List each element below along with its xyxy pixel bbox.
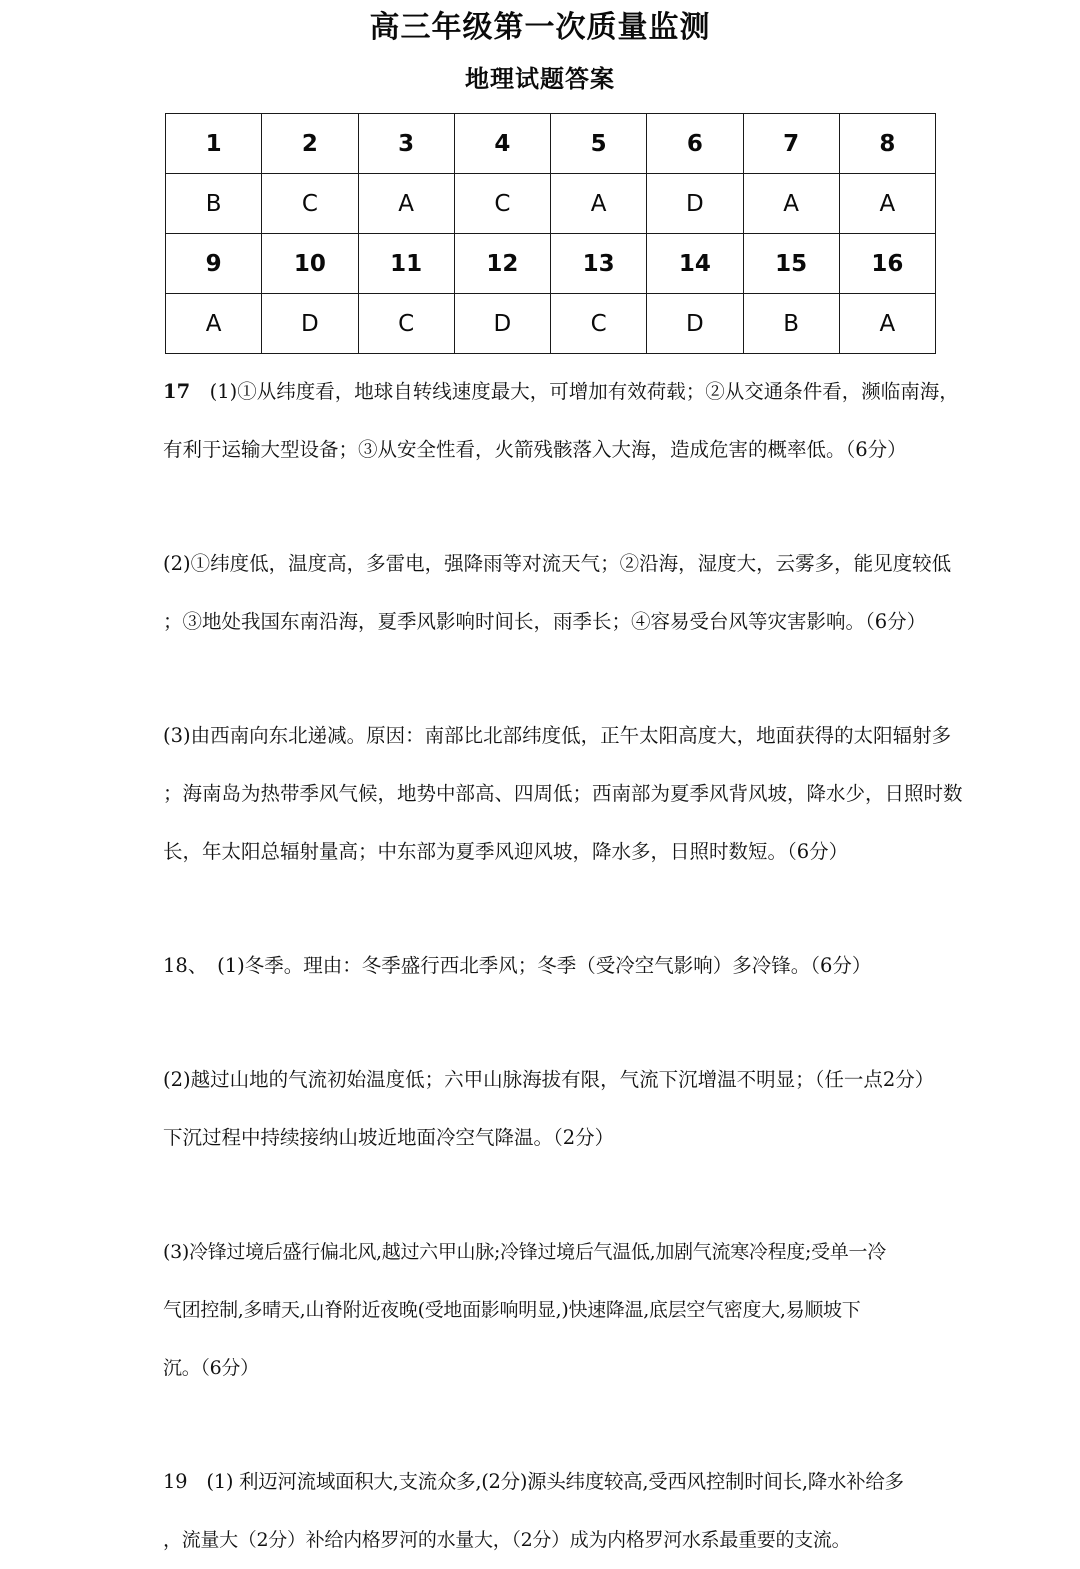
answer-letter-cell: C [262,174,358,234]
answer-text: (1)冬季。理由：冬季盛行西北季风；冬季（受冷空气影响）多冷锋。（6分） [217,954,872,977]
answer-text: (2)越过山地的气流初始温度低；六甲山脉海拔有限，气流下沉增温不明显；（任一点2分） [163,1068,935,1091]
answer-line [163,707,953,765]
answer-letter-cell: D [454,294,550,354]
question-number-cell: 15 [743,234,839,294]
question-number-cell: 14 [647,234,743,294]
answer-line [163,363,959,421]
answer-line [163,765,963,823]
answer-letter-cell: C [551,294,647,354]
answer-letter-cell: A [743,174,839,234]
question-number-cell: 3 [358,114,454,174]
page-title: 高三年级第一次质量监测 [369,10,711,45]
answer-text: ；海南岛为热带季风气候，地势中部高、四周低；西南部为夏季风背风坡，降水少，日照时数 [163,782,963,805]
question-marker: 19 [163,1470,188,1493]
answer-line [163,1281,953,1339]
question-number-cell: 9 [166,234,262,294]
answer-text: (3)由西南向东北递减。原因：南部比北部纬度低，正午太阳高度大，地面获得的太阳辐射多 [163,724,952,747]
answer-line [163,421,953,479]
answer-letter-cell: D [647,174,743,234]
question-number-cell: 7 [743,114,839,174]
answer-block [163,937,953,995]
written-answers-section [163,363,963,1569]
question-number-cell: 6 [647,114,743,174]
question-marker: 17 [163,380,191,403]
answer-letter-cell: B [743,294,839,354]
answer-block [163,1453,953,1569]
answer-line [163,937,953,995]
marker-spacer [198,954,218,977]
answer-letter-cell: A [166,294,262,354]
multiple-choice-answer-table [165,113,936,354]
answer-line [163,1339,953,1397]
marker-spacer [190,380,210,403]
answer-line [163,535,953,593]
question-number-cell: 5 [551,114,647,174]
answer-text: (1)①从纬度看，地球自转线速度最大，可增加有效荷载；②从交通条件看，濒临南海， [209,380,959,403]
table-row [166,114,936,174]
answer-text: ；③地处我国东南沿海，夏季风影响时间长，雨季长；④容易受台风等灾害影响。（6分） [163,610,927,633]
answer-text: 有利于运输大型设备；③从安全性看，火箭残骸落入大海，造成危害的概率低。（6分） [163,438,907,461]
question-number-cell: 12 [454,234,550,294]
question-number-cell: 10 [262,234,358,294]
answer-line [163,1453,953,1511]
answer-letter-cell: A [358,174,454,234]
question-number-cell: 4 [454,114,550,174]
answer-text: 下沉过程中持续接纳山坡近地面冷空气降温。（2分） [163,1126,615,1149]
answer-line [163,1223,953,1281]
table-row [166,294,936,354]
answer-letter-cell: C [358,294,454,354]
question-number-cell: 16 [839,234,935,294]
question-marker: 18、 [163,954,198,977]
answer-block [163,363,959,479]
answer-block [163,535,953,651]
answer-text: (3)冷锋过境后盛行偏北风,越过六甲山脉;冷锋过境后气温低,加剧气流寒冷程度;受单一冷 [163,1241,886,1263]
question-number-cell: 2 [262,114,358,174]
question-number-cell: 13 [551,234,647,294]
page-subtitle: 地理试题答案 [465,64,615,93]
answer-text: ，流量大（2分）补给内格罗河的水量大，（2分）成为内格罗河水系最重要的支流。 [163,1529,851,1551]
answer-letter-cell: A [839,294,935,354]
answer-letter-cell: D [647,294,743,354]
answer-block [163,1223,953,1397]
answer-line [163,1109,953,1167]
answer-line [163,1051,953,1109]
answer-line [163,1511,953,1569]
answer-block [163,707,963,881]
answer-line [163,593,953,651]
answer-block [163,1051,953,1167]
table-row [166,174,936,234]
question-number-cell: 8 [839,114,935,174]
answer-letter-cell: B [166,174,262,234]
answer-text: 沉。（6分） [163,1357,259,1379]
answer-letter-cell: A [551,174,647,234]
answer-text: (1) 利迈河流域面积大,支流众多,(2分)源头纬度较高,受西风控制时间长,降水补给多 [206,1470,904,1493]
answer-letter-cell: C [454,174,550,234]
answer-text: (2)①纬度低，温度高，多雷电，强降雨等对流天气；②沿海，湿度大，云雾多，能见度较低 [163,552,952,575]
table-row [166,234,936,294]
answer-text: 长，年太阳总辐射量高；中东部为夏季风迎风坡，降水多，日照时数短。（6分） [163,840,849,863]
marker-spacer [187,1470,206,1493]
question-number-cell: 1 [166,114,262,174]
answer-letter-cell: A [839,174,935,234]
answer-letter-cell: D [262,294,358,354]
answer-line [163,823,953,881]
answer-text: 气团控制,多晴天,山脊附近夜晚(受地面影响明显,)快速降温,底层空气密度大,易顺坡下 [163,1299,861,1321]
question-number-cell: 11 [358,234,454,294]
